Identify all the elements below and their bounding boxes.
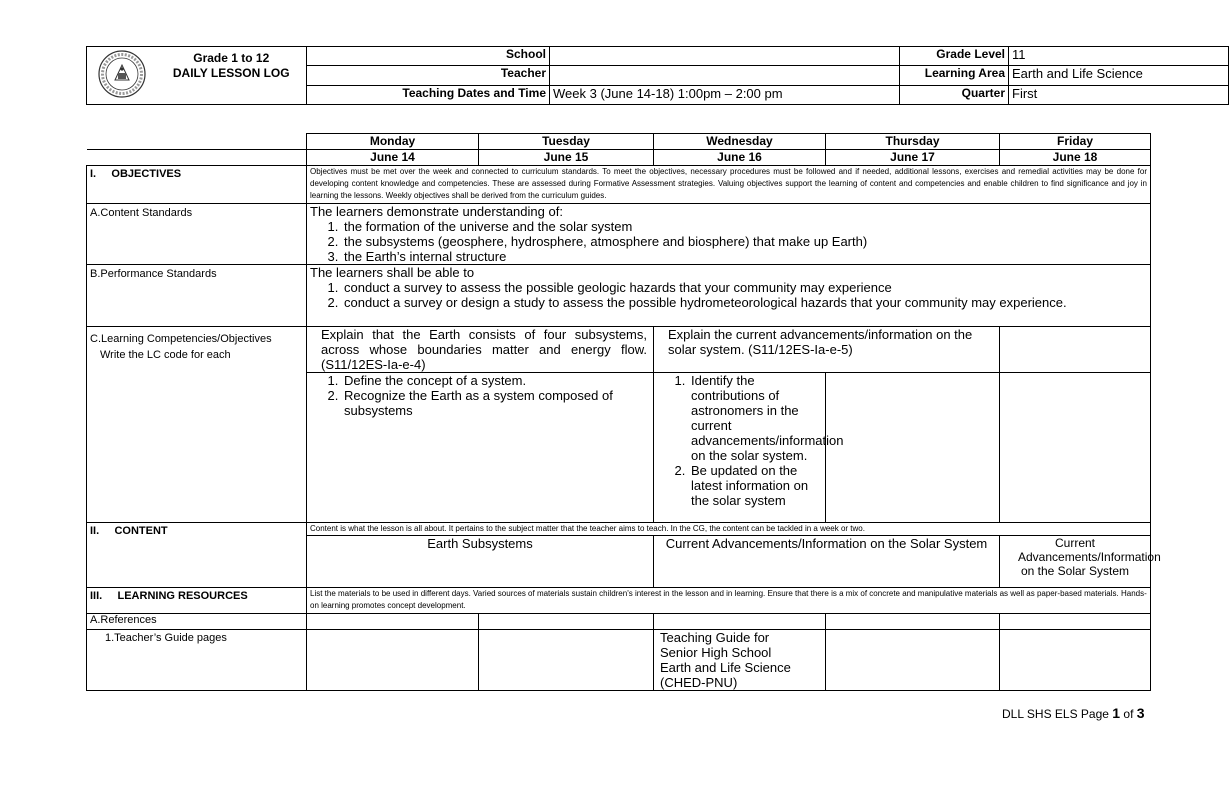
content-note: Content is what the lesson is all about. It pertains to the subject matter that the teacher aims to teach. In the CG, the content can be tackled in a week or two. [307, 523, 1151, 536]
objective-item: 2. Be updated on the latest information on the solar system [689, 463, 822, 508]
references-label: A.References [87, 614, 307, 630]
teacher-label: Teacher [307, 66, 550, 85]
competencies-label-line2: Write the LC code for each [100, 349, 231, 361]
tg-fri[interactable] [1000, 630, 1151, 691]
day-header-row [87, 134, 1151, 150]
resources-label: III. LEARNING RESOURCES [87, 588, 307, 614]
learning-area-label: Learning Area [900, 66, 1009, 85]
content-standard-item: 1. the formation of the universe and the solar system [342, 219, 1147, 234]
competency-wed-thu[interactable]: Explain the current advancements/information on the solar system. (S11/12ES-Ia-e-5) [654, 327, 1000, 373]
day-tuesday: Tuesday [479, 134, 654, 150]
objectives-wed[interactable] [654, 373, 844, 523]
teachers-guide-label: 1.Teacher’s Guide pages [87, 630, 307, 691]
page-total: 3 [1136, 705, 1145, 721]
quarter-label: Quarter [900, 85, 1009, 104]
performance-standards-intro: The learners shall be able to [310, 265, 475, 280]
content-mon-tue[interactable]: Earth Subsystems [307, 536, 654, 588]
references-fri[interactable] [1000, 614, 1151, 630]
day-monday: Monday [307, 134, 479, 150]
doc-title-line2: DAILY LESSON LOG [172, 66, 290, 80]
references-thu[interactable] [826, 614, 1000, 630]
lesson-log-table [86, 133, 1161, 691]
objectives-thu[interactable] [826, 373, 1000, 523]
content-standards-cell[interactable] [307, 204, 1151, 265]
resources-note: List the materials to be used in different days. Varied sources of materials sustain children's interest in the lesson and in learning. Ensure that there is a mix of concrete and manipulative materials as well as paper-based materials. Hands-on learning promotes concept development. [307, 588, 1151, 614]
tg-mon[interactable] [307, 630, 479, 691]
competency-mon-tue[interactable]: Explain that the Earth consists of four subsystems, across whose boundaries matter and energy flow. (S11/12ES-Ia-e-4) [307, 327, 654, 373]
date-monday: June 14 [307, 150, 479, 166]
competencies-label-line1: C.Learning Competencies/Objectives [90, 333, 272, 345]
date-tuesday: June 15 [479, 150, 654, 166]
learning-area-value[interactable]: Earth and Life Science [1009, 66, 1229, 85]
doc-title-line1: Grade 1 to 12 [193, 51, 270, 65]
day-friday: Friday [1000, 134, 1151, 150]
page-footer [1002, 705, 1145, 721]
content-wed-thu[interactable]: Current Advancements/Information on the Solar System [654, 536, 1000, 588]
objectives-fri[interactable] [1000, 373, 1151, 523]
date-friday: June 18 [1000, 150, 1151, 166]
tg-wed[interactable]: Teaching Guide for Senior High School Earth and Life Science (CHED-PNU) [654, 630, 826, 691]
date-thursday: June 17 [826, 150, 1000, 166]
teachers-guide-row [87, 630, 1151, 691]
school-value[interactable] [550, 47, 900, 66]
objective-item: 1. Identify the contributions of astronomers in the current advancements/information on the solar system. [689, 373, 822, 463]
objective-item: 2. Recognize the Earth as a system composed of subsystems [342, 388, 650, 418]
day-wednesday: Wednesday [654, 134, 826, 150]
content-standards-row [87, 204, 1151, 265]
content-label: II. CONTENT [87, 523, 307, 588]
references-row [87, 614, 1151, 630]
grade-level-label: Grade Level [900, 47, 1009, 66]
objectives-note: Objectives must be met over the week and connected to curriculum standards. To meet the objectives, necessary procedures must be followed and if needed, additional lessons, exercises and remedial activities may be done for developing content knowledge and competencies. These are assessed during Formative Assessment strategies. Valuing objectives support the learning of content and competencies and enable children to find significance and joy in learning the lessons. Weekly objectives shall be derived from the curriculum guides. [307, 166, 1151, 204]
quarter-value[interactable]: First [1009, 85, 1229, 104]
teacher-value[interactable] [550, 66, 900, 85]
objectives-label: I. OBJECTIVES [87, 166, 307, 204]
competency-fri[interactable] [1000, 327, 1151, 373]
performance-standards-label: B.Performance Standards [87, 265, 307, 327]
teaching-dates-value[interactable]: Week 3 (June 14-18) 1:00pm – 2:00 pm [550, 85, 900, 104]
date-header-row [87, 150, 1151, 166]
content-row [87, 523, 1151, 536]
tg-thu[interactable] [826, 630, 1000, 691]
performance-standards-row [87, 265, 1151, 327]
content-standard-item: 3. the Earth’s internal structure [342, 249, 1147, 264]
references-tue[interactable] [479, 614, 654, 630]
objectives-mon-tue[interactable] [307, 373, 654, 523]
content-standard-item: 2. the subsystems (geosphere, hydrosphere, atmosphere and biosphere) that make up Earth) [342, 234, 1147, 249]
day-thursday: Thursday [826, 134, 1000, 150]
competencies-row [87, 327, 1151, 373]
deped-seal-icon [97, 49, 147, 99]
resources-row [87, 588, 1151, 614]
performance-standard-item: 2. conduct a survey or design a study to assess the possible hydrometeorological hazards that your community may experience. [342, 295, 1147, 310]
performance-standards-cell[interactable] [307, 265, 1151, 327]
date-wednesday: June 16 [654, 150, 826, 166]
references-wed[interactable] [654, 614, 826, 630]
references-mon[interactable] [307, 614, 479, 630]
content-standards-label: A.Content Standards [87, 204, 307, 265]
content-standards-intro: The learners demonstrate understanding of: [310, 204, 563, 219]
header-table [86, 46, 1229, 105]
objective-item: 1. Define the concept of a system. [342, 373, 650, 388]
content-fri[interactable]: Current Advancements/Information on the Solar System [1000, 536, 1151, 588]
footer-of: of [1120, 707, 1137, 721]
objectives-row [87, 166, 1151, 204]
school-label: School [307, 47, 550, 66]
competencies-label [87, 327, 307, 523]
footer-prefix: DLL SHS ELS Page [1002, 707, 1113, 721]
grade-level-value[interactable]: 11 [1009, 47, 1229, 66]
tg-tue[interactable] [479, 630, 654, 691]
teaching-dates-label: Teaching Dates and Time [307, 85, 550, 104]
page-number: 1 [1112, 705, 1121, 721]
deped-seal-cell [87, 47, 157, 105]
performance-standard-item: 1. conduct a survey to assess the possible geologic hazards that your community may experience [342, 280, 1147, 295]
